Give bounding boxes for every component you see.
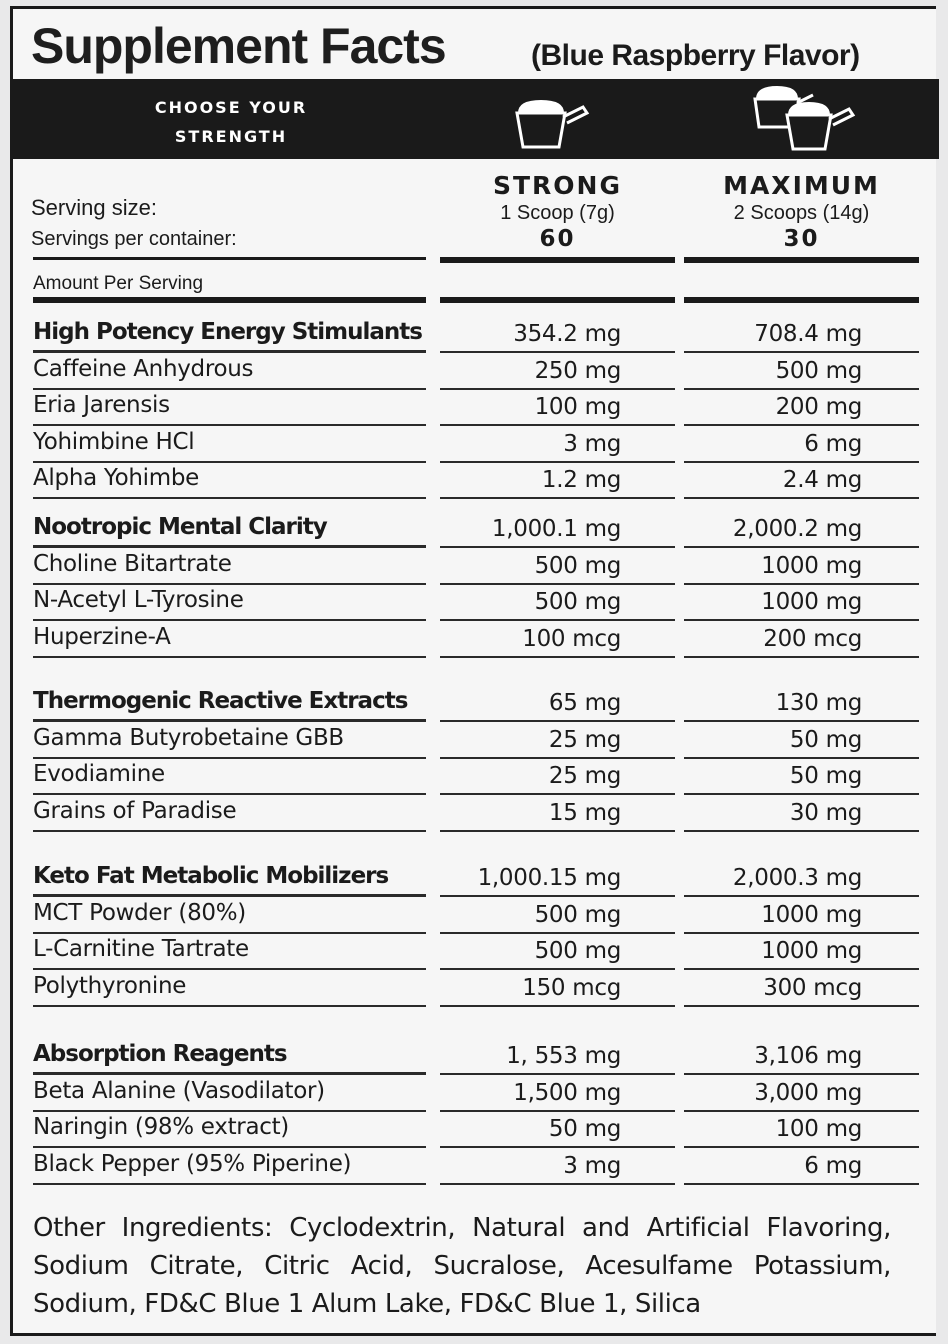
header-rule-strong [440,257,675,263]
row-rule [33,1183,426,1185]
maximum-amount: 200 mcg [763,625,862,652]
row-rule [684,656,919,658]
group-name: Nootropic Mental Clarity [33,514,327,540]
strong-amount: 1,000.1 mg [491,516,621,542]
maximum-column-header [694,172,909,252]
ingredient-row [13,1149,939,1185]
group-name: Keto Fat Metabolic Mobilizers [33,863,389,889]
row-rule [33,497,426,499]
ingredient-name: N-Acetyl L-Tyrosine [33,587,244,613]
ingredient-row [13,390,939,426]
row-rule [33,656,426,658]
row-rule [33,830,426,832]
amount-per-serving-label: Amount Per Serving [33,273,204,294]
maximum-amount: 30 mg [789,799,862,826]
ingredient-name: Evodiamine [33,761,165,787]
strong-servings: 60 [539,226,576,252]
strong-amount: 25 mg [548,726,621,753]
page-title: Supplement Facts [31,18,446,74]
ingredient-row [13,622,939,658]
row-rule [440,1183,675,1185]
group-name: Absorption Reagents [33,1041,287,1067]
ingredient-row [13,1112,939,1148]
strong-column-header [450,172,665,252]
header-rule-left [33,257,426,260]
row-rule [440,830,675,832]
strong-amount: 1, 553 mg [506,1043,621,1069]
maximum-amount: 3,000 mg [754,1079,862,1106]
maximum-amount: 2.4 mg [782,467,862,493]
ingredient-name: Grains of Paradise [33,797,237,824]
maximum-amount: 708.4 mg [754,321,862,347]
group-row [13,686,939,722]
maximum-amount: 1000 mg [761,901,862,928]
row-rule [33,1005,426,1007]
maximum-amount: 2,000.3 mg [732,865,862,891]
ingredient-row [13,934,939,970]
strong-amount: 150 mcg [522,974,621,1001]
strong-level-label: STRONG [492,171,622,200]
strong-scoop-size: 1 Scoop (7g) [500,202,615,224]
ingredient-name: Gamma Butyrobetaine GBB [33,724,344,751]
row-rule [440,1005,675,1007]
double-scoop-icon [751,83,861,153]
row-rule [440,656,675,658]
ingredient-name: Beta Alanine (Vasodilator) [33,1077,325,1104]
maximum-amount: 1000 mg [761,552,862,579]
ingredient-row [13,1076,939,1112]
ingredient-name: Naringin (98% extract) [33,1114,289,1140]
ingredient-name: Eria Jarensis [33,392,170,418]
flavor-label: (Blue Raspberry Flavor) [531,39,860,72]
strong-amount: 1.2 mg [541,467,621,493]
row-rule [684,1005,919,1007]
row-rule [684,830,919,832]
group-row [13,317,939,353]
strong-amount: 354.2 mg [513,321,621,347]
strong-amount: 3 mg [563,1152,621,1179]
ingredient-row [13,723,939,759]
strong-amount: 25 mg [548,763,621,789]
maximum-amount: 6 mg [804,430,862,457]
row-rule [684,1183,919,1185]
ingredient-name: MCT Powder (80%) [33,899,246,926]
maximum-amount: 300 mcg [763,974,862,1001]
strong-amount: 500 mg [534,552,621,579]
ingredient-name: Choline Bitartrate [33,550,232,577]
aps-rule-maximum [684,297,919,303]
strong-amount: 100 mg [534,394,621,420]
maximum-amount: 1000 mg [761,938,862,964]
row-rule [684,497,919,499]
ingredient-name: L-Carnitine Tartrate [33,936,249,962]
strong-amount: 3 mg [563,430,621,457]
strong-amount: 65 mg [548,690,621,716]
maximum-scoop-size: 2 Scoops (14g) [733,202,870,224]
maximum-servings: 30 [783,226,820,252]
ingredient-name: Alpha Yohimbe [33,465,199,491]
ingredient-row [13,549,939,585]
maximum-amount: 50 mg [789,726,862,753]
servings-per-container-label: Servings per container: [31,228,237,250]
maximum-amount: 50 mg [789,763,862,789]
ingredient-row [13,898,939,934]
group-row [13,1039,939,1075]
header-rule-maximum [684,257,919,263]
ingredient-row [13,759,939,795]
ingredient-row [13,354,939,390]
maximum-amount: 130 mg [775,690,862,716]
row-rule [440,497,675,499]
strong-amount: 1,000.15 mg [477,865,621,891]
strong-amount: 500 mg [534,938,621,964]
aps-rule-left [33,297,426,303]
ingredient-name: Caffeine Anhydrous [33,355,254,382]
group-name: Thermogenic Reactive Extracts [33,688,408,714]
ingredient-row [13,796,939,832]
maximum-amount: 6 mg [804,1152,862,1179]
maximum-level-label: MAXIMUM [723,171,880,200]
choose-strength-label: CHOOSE YOUR STRENGTH [154,98,308,146]
maximum-amount: 1000 mg [761,589,862,615]
strength-banner [13,79,939,159]
ingredient-row [13,427,939,463]
ingredient-name: Huperzine-A [33,623,171,650]
strong-amount: 250 mg [534,357,621,384]
supplement-facts-panel [10,6,936,1336]
maximum-amount: 3,106 mg [754,1043,862,1069]
strong-amount: 500 mg [534,901,621,928]
single-scoop-icon [513,93,593,153]
strong-amount: 1,500 mg [513,1079,621,1106]
maximum-amount: 200 mg [775,394,862,420]
maximum-amount: 100 mg [775,1116,862,1142]
maximum-amount: 500 mg [775,357,862,384]
ingredient-row [13,463,939,499]
group-row [13,861,939,897]
strong-amount: 500 mg [534,589,621,615]
strong-amount: 15 mg [548,799,621,826]
ingredient-name: Yohimbine HCl [33,428,195,455]
ingredient-name: Polythyronine [33,972,187,999]
group-row [13,512,939,548]
ingredient-row [13,585,939,621]
ingredient-name: Black Pepper (95% Piperine) [33,1150,352,1177]
group-name: High Potency Energy Stimulants [33,319,422,345]
maximum-amount: 2,000.2 mg [732,516,862,542]
aps-rule-strong [440,297,675,303]
other-ingredients: Other Ingredients: Cyclodextrin, Natural and Artificial Flavoring, Sodium Citrate, Citric Acid, Sucralose, Acesulfame Potassium, Sodium, FD&C Blue 1 Alum Lake, FD&C Blue 1, Silica [33,1213,891,1319]
ingredient-row [13,971,939,1007]
serving-size-label: Serving size: [31,195,157,220]
strong-amount: 100 mcg [522,625,621,652]
strong-amount: 50 mg [548,1116,621,1142]
